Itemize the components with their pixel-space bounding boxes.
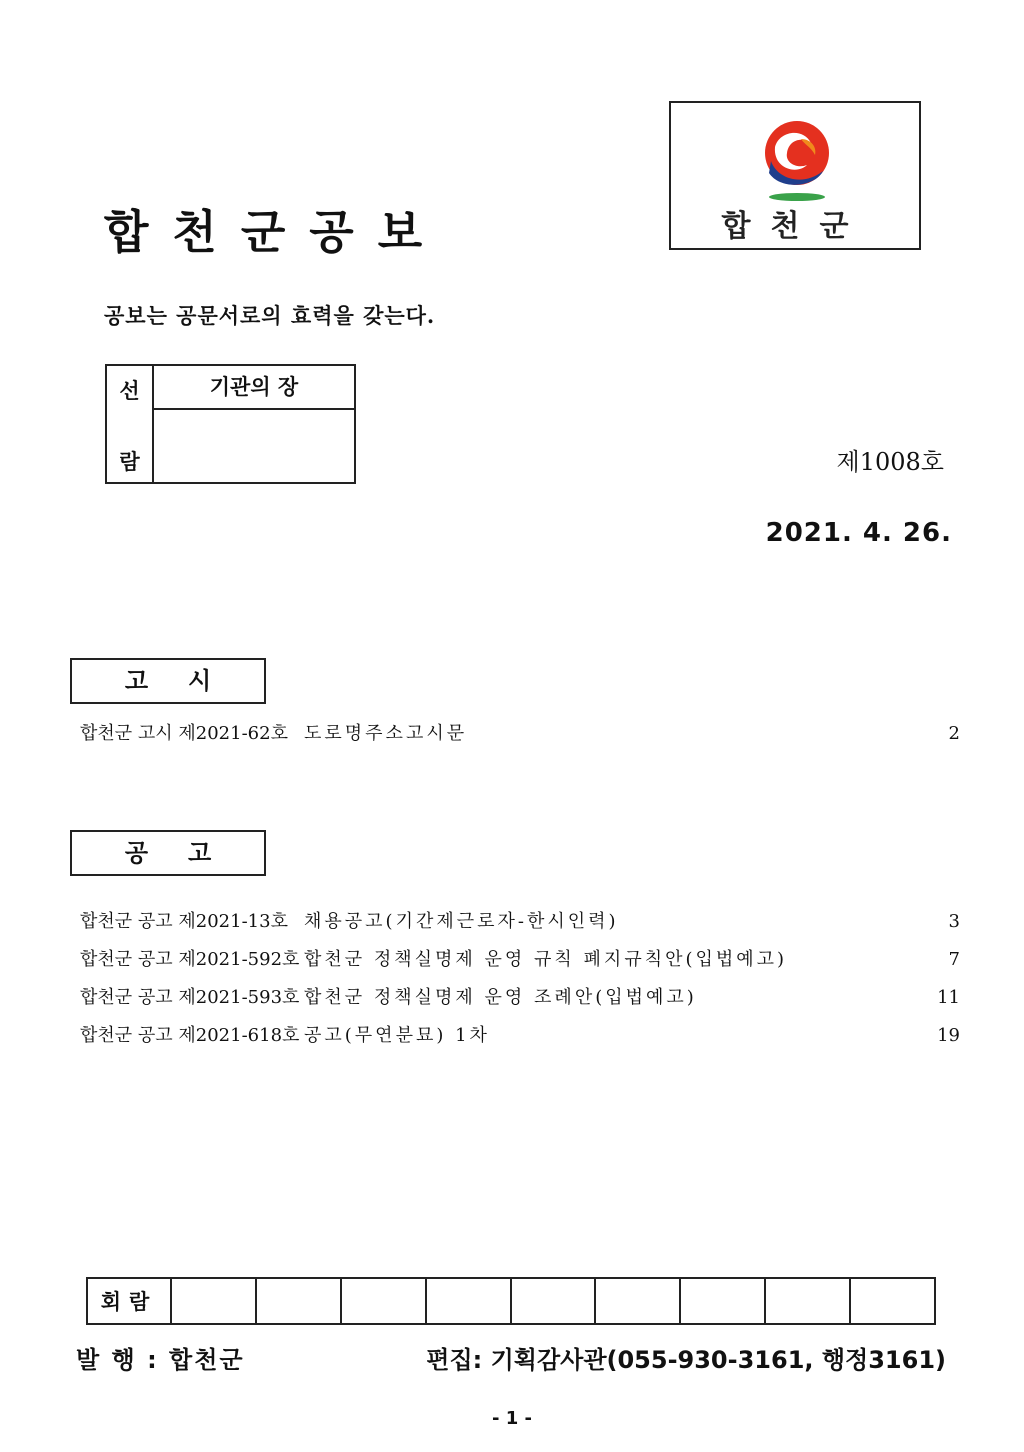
circulation-cell [171,1278,256,1324]
list-item[interactable] [80,984,960,1012]
page-title: 합천군공보 [104,205,447,259]
entry-label: 합천군 공고 제2021-592호 [80,949,300,970]
circulation-cell [426,1278,511,1324]
publisher: 발 행 : 합천군 [76,1346,245,1374]
entry-title: 도로명주소고시문 [304,723,468,744]
county-emblem-icon [757,117,837,203]
notice-section-heading: 고시 [70,658,266,704]
entry-label: 합천군 공고 제2021-13호 [80,911,288,932]
review-label-bottom: 람 [119,450,140,474]
review-label-column [107,366,154,482]
entry-title: 합천군 정책실명제 운영 규칙 폐지규칙안(입법예고) [304,949,788,970]
page-number: - 1 - [492,1408,532,1429]
circulation-cell [595,1278,680,1324]
entry-label: 합천군 공고 제2021-618호 [80,1025,300,1046]
circulation-table [86,1277,936,1325]
entry-page: 2 [948,723,960,744]
entry-title: 채용공고(기간제근로자-한시인력) [304,911,619,932]
circulation-cell [680,1278,765,1324]
circulation-cell [850,1278,935,1324]
effect-note: 공보는 공문서로의 효력을 갖는다. [104,303,436,328]
review-label-top: 선 [119,379,140,403]
entry-label: 합천군 공고 제2021-593호 [80,987,300,1008]
list-item[interactable] [80,908,960,936]
entry-page: 11 [937,987,960,1008]
list-item[interactable] [80,946,960,974]
county-logo-box [669,101,921,250]
circulation-cell [341,1278,426,1324]
announce-section-heading: 공고 [70,830,266,876]
circulation-cell [256,1278,341,1324]
entry-page: 7 [948,949,960,970]
entry-title: 공고(무연분묘) 1차 [304,1025,490,1046]
entry-page: 3 [948,911,960,932]
logo-text: 합천군 [721,209,869,244]
entry-page: 19 [937,1025,960,1046]
entry-title: 합천군 정책실명제 운영 조례안(입법예고) [304,987,697,1008]
entry-label: 합천군 고시 제2021-62호 [80,723,288,744]
issue-date: 2021. 4. 26. [765,518,952,548]
review-head: 기관의 장 [154,366,354,410]
list-item[interactable] [80,1022,960,1050]
circulation-label: 회람 [87,1278,171,1324]
circulation-cell [765,1278,850,1324]
list-item[interactable] [80,720,960,748]
circulation-cell [511,1278,596,1324]
editor-contact: 편집: 기획감사관(055-930-3161, 행정3161) [426,1346,946,1374]
review-box [105,364,356,484]
issue-number: 제1008호 [836,448,944,476]
